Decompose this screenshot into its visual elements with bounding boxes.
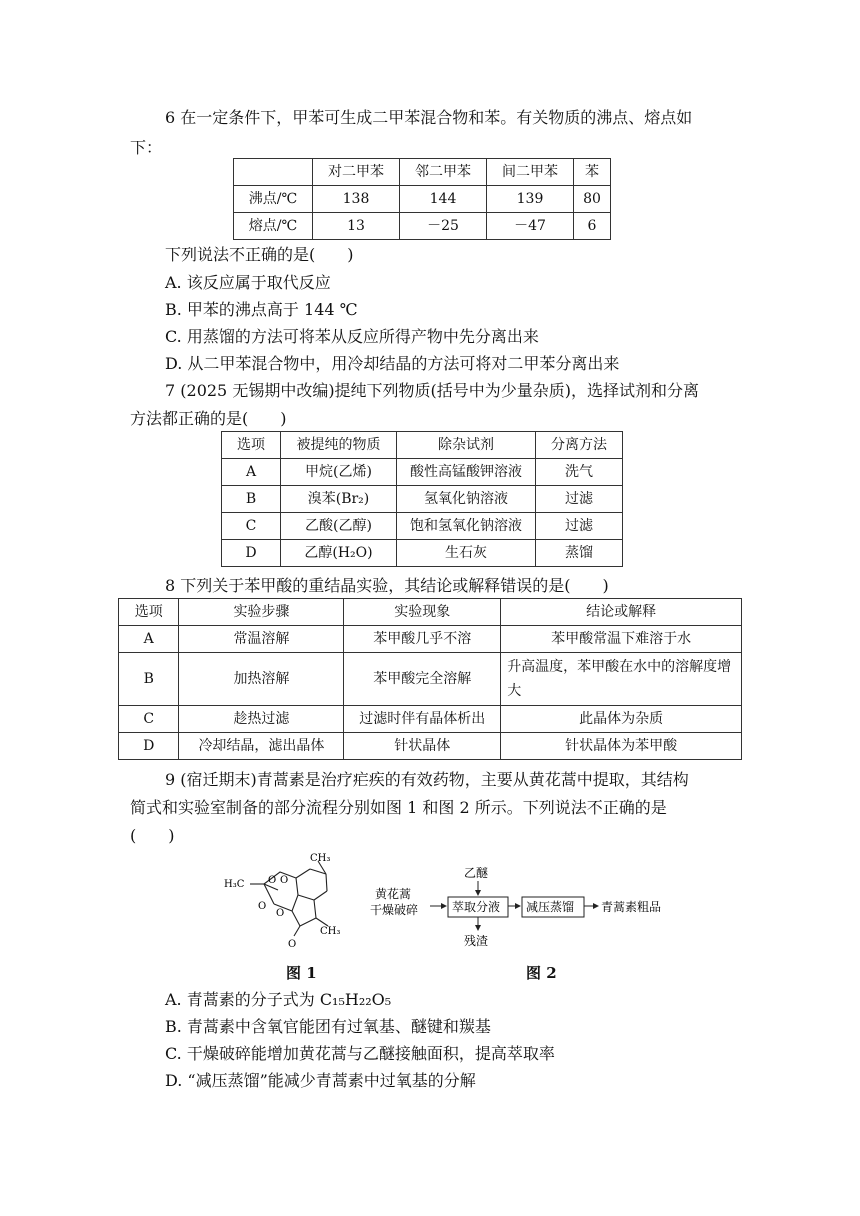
figure-1-caption: 图 1 bbox=[286, 964, 317, 982]
table-cell: 酸性高锰酸钾溶液 bbox=[397, 459, 536, 486]
table-cell: 苯甲酸常温下难溶于水 bbox=[501, 626, 742, 653]
table-cell: －47 bbox=[487, 213, 574, 240]
q9-option-c: C. 干燥破碎能增加黄花蒿与乙醚接触面积，提高萃取率 bbox=[165, 1044, 555, 1063]
table-cell: 乙醇(H₂O) bbox=[281, 540, 397, 567]
extraction-label: 萃取分液 bbox=[452, 900, 501, 914]
table-cell: 13 bbox=[313, 213, 400, 240]
table-cell: D bbox=[222, 540, 281, 567]
figure-2-caption: 图 2 bbox=[526, 964, 557, 982]
q9-option-d: D. “减压蒸馏”能减少青蒿素中过氧基的分解 bbox=[165, 1071, 476, 1090]
q7-table bbox=[221, 431, 623, 567]
table-cell: 苯甲酸几乎不溶 bbox=[344, 626, 501, 653]
oxygen-label: O bbox=[288, 939, 297, 950]
q8-table bbox=[118, 598, 742, 760]
q9-line1: 9 (宿迁期末)青蒿素是治疗疟疾的有效药物，主要从黄花蒿中提取，其结构 bbox=[165, 770, 689, 789]
table-cell bbox=[234, 159, 313, 186]
table-cell: 氢氧化钠溶液 bbox=[397, 486, 536, 513]
table-cell: 80 bbox=[574, 186, 611, 213]
product-label: 青蒿素粗品 bbox=[601, 900, 662, 914]
table-cell: 趁热过滤 bbox=[179, 706, 344, 733]
table-cell: 饱和氢氧化钠溶液 bbox=[397, 513, 536, 540]
oxygen-label: O bbox=[268, 875, 277, 886]
ch3-top-label: CH₃ bbox=[310, 853, 331, 864]
table-cell: 针状晶体 bbox=[344, 733, 501, 760]
q6-option-d: D. 从二甲苯混合物中，用冷却结晶的方法可将对二甲苯分离出来 bbox=[165, 354, 620, 373]
table-cell: 对二甲苯 bbox=[313, 159, 400, 186]
table-cell: A bbox=[119, 626, 179, 653]
oxygen-label: O bbox=[258, 901, 267, 912]
flow-input-label: 干燥破碎 bbox=[370, 903, 419, 917]
table-cell: 结论或解释 bbox=[501, 599, 742, 626]
h3c-label: H₃C bbox=[224, 879, 245, 890]
q6-line2: 下： bbox=[130, 138, 163, 157]
artemisinin-structure-diagram bbox=[222, 848, 352, 950]
q6-option-b: B. 甲苯的沸点高于 144 ℃ bbox=[165, 300, 358, 319]
distillation-label: 减压蒸馏 bbox=[526, 900, 575, 914]
table-cell: 实验现象 bbox=[344, 599, 501, 626]
table-cell: D bbox=[119, 733, 179, 760]
q7-line1: 7 (2025 无锡期中改编)提纯下列物质(括号中为少量杂质)，选择试剂和分离 bbox=[165, 381, 700, 400]
table-cell: B bbox=[119, 653, 179, 706]
table-cell: 洗气 bbox=[536, 459, 623, 486]
q6-line1: 6 在一定条件下，甲苯可生成二甲苯混合物和苯。有关物质的沸点、熔点如 bbox=[165, 108, 693, 127]
table-cell: A bbox=[222, 459, 281, 486]
q9-option-b: B. 青蒿素中含氧官能团有过氧基、醚键和羰基 bbox=[165, 1017, 491, 1036]
table-cell: 分离方法 bbox=[536, 432, 623, 459]
solvent-label: 乙醚 bbox=[464, 866, 489, 880]
table-cell: 过滤 bbox=[536, 513, 623, 540]
table-cell: 邻二甲苯 bbox=[400, 159, 487, 186]
q9-option-a: A. 青蒿素的分子式为 C₁₅H₂₂O₅ bbox=[165, 990, 392, 1009]
table-cell: 常温溶解 bbox=[179, 626, 344, 653]
table-cell: 甲烷(乙烯) bbox=[281, 459, 397, 486]
table-cell: B bbox=[222, 486, 281, 513]
table-cell: 选项 bbox=[222, 432, 281, 459]
q6-option-a: A. 该反应属于取代反应 bbox=[165, 273, 331, 292]
residue-label: 残渣 bbox=[464, 934, 489, 948]
q8-line1: 8 下列关于苯甲酸的重结晶实验，其结论或解释错误的是( ) bbox=[165, 576, 609, 595]
oxygen-label: O bbox=[276, 908, 285, 919]
table-cell: 除杂试剂 bbox=[397, 432, 536, 459]
table-cell: 加热溶解 bbox=[179, 653, 344, 706]
table-cell: 生石灰 bbox=[397, 540, 536, 567]
table-cell: 蒸馏 bbox=[536, 540, 623, 567]
oxygen-label: O bbox=[280, 875, 289, 886]
table-cell: 间二甲苯 bbox=[487, 159, 574, 186]
table-cell: 熔点/℃ bbox=[234, 213, 313, 240]
table-cell: 冷却结晶，滤出晶体 bbox=[179, 733, 344, 760]
q9-line3: ( ) bbox=[130, 826, 175, 845]
table-cell: C bbox=[222, 513, 281, 540]
table-cell: 6 bbox=[574, 213, 611, 240]
table-cell: 138 bbox=[313, 186, 400, 213]
q9-line2: 简式和实验室制备的部分流程分别如图 1 和图 2 所示。下列说法不正确的是 bbox=[130, 798, 667, 817]
table-cell: 选项 bbox=[119, 599, 179, 626]
table-cell: 升高温度，苯甲酸在水中的溶解度增大 bbox=[501, 653, 742, 706]
table-cell: 过滤 bbox=[536, 486, 623, 513]
q6-table bbox=[233, 158, 611, 240]
table-cell: 过滤时伴有晶体析出 bbox=[344, 706, 501, 733]
table-cell: 此晶体为杂质 bbox=[501, 706, 742, 733]
q6-option-c: C. 用蒸馏的方法可将苯从反应所得产物中先分离出来 bbox=[165, 327, 539, 346]
table-cell: 实验步骤 bbox=[179, 599, 344, 626]
table-cell: C bbox=[119, 706, 179, 733]
table-cell: 针状晶体为苯甲酸 bbox=[501, 733, 742, 760]
table-cell: 144 bbox=[400, 186, 487, 213]
q7-line2: 方法都正确的是( ) bbox=[130, 409, 287, 428]
table-cell: 溴苯(Br₂) bbox=[281, 486, 397, 513]
ch3-right-label: CH₃ bbox=[320, 926, 341, 937]
q6-stem: 下列说法不正确的是( ) bbox=[165, 245, 354, 264]
table-cell: 139 bbox=[487, 186, 574, 213]
table-cell: 被提纯的物质 bbox=[281, 432, 397, 459]
table-cell: －25 bbox=[400, 213, 487, 240]
table-cell: 苯 bbox=[574, 159, 611, 186]
table-cell: 沸点/℃ bbox=[234, 186, 313, 213]
extraction-flowchart bbox=[370, 860, 700, 950]
table-cell: 乙酸(乙醇) bbox=[281, 513, 397, 540]
table-cell: 苯甲酸完全溶解 bbox=[344, 653, 501, 706]
flow-input-label: 黄花蒿 bbox=[375, 887, 412, 901]
